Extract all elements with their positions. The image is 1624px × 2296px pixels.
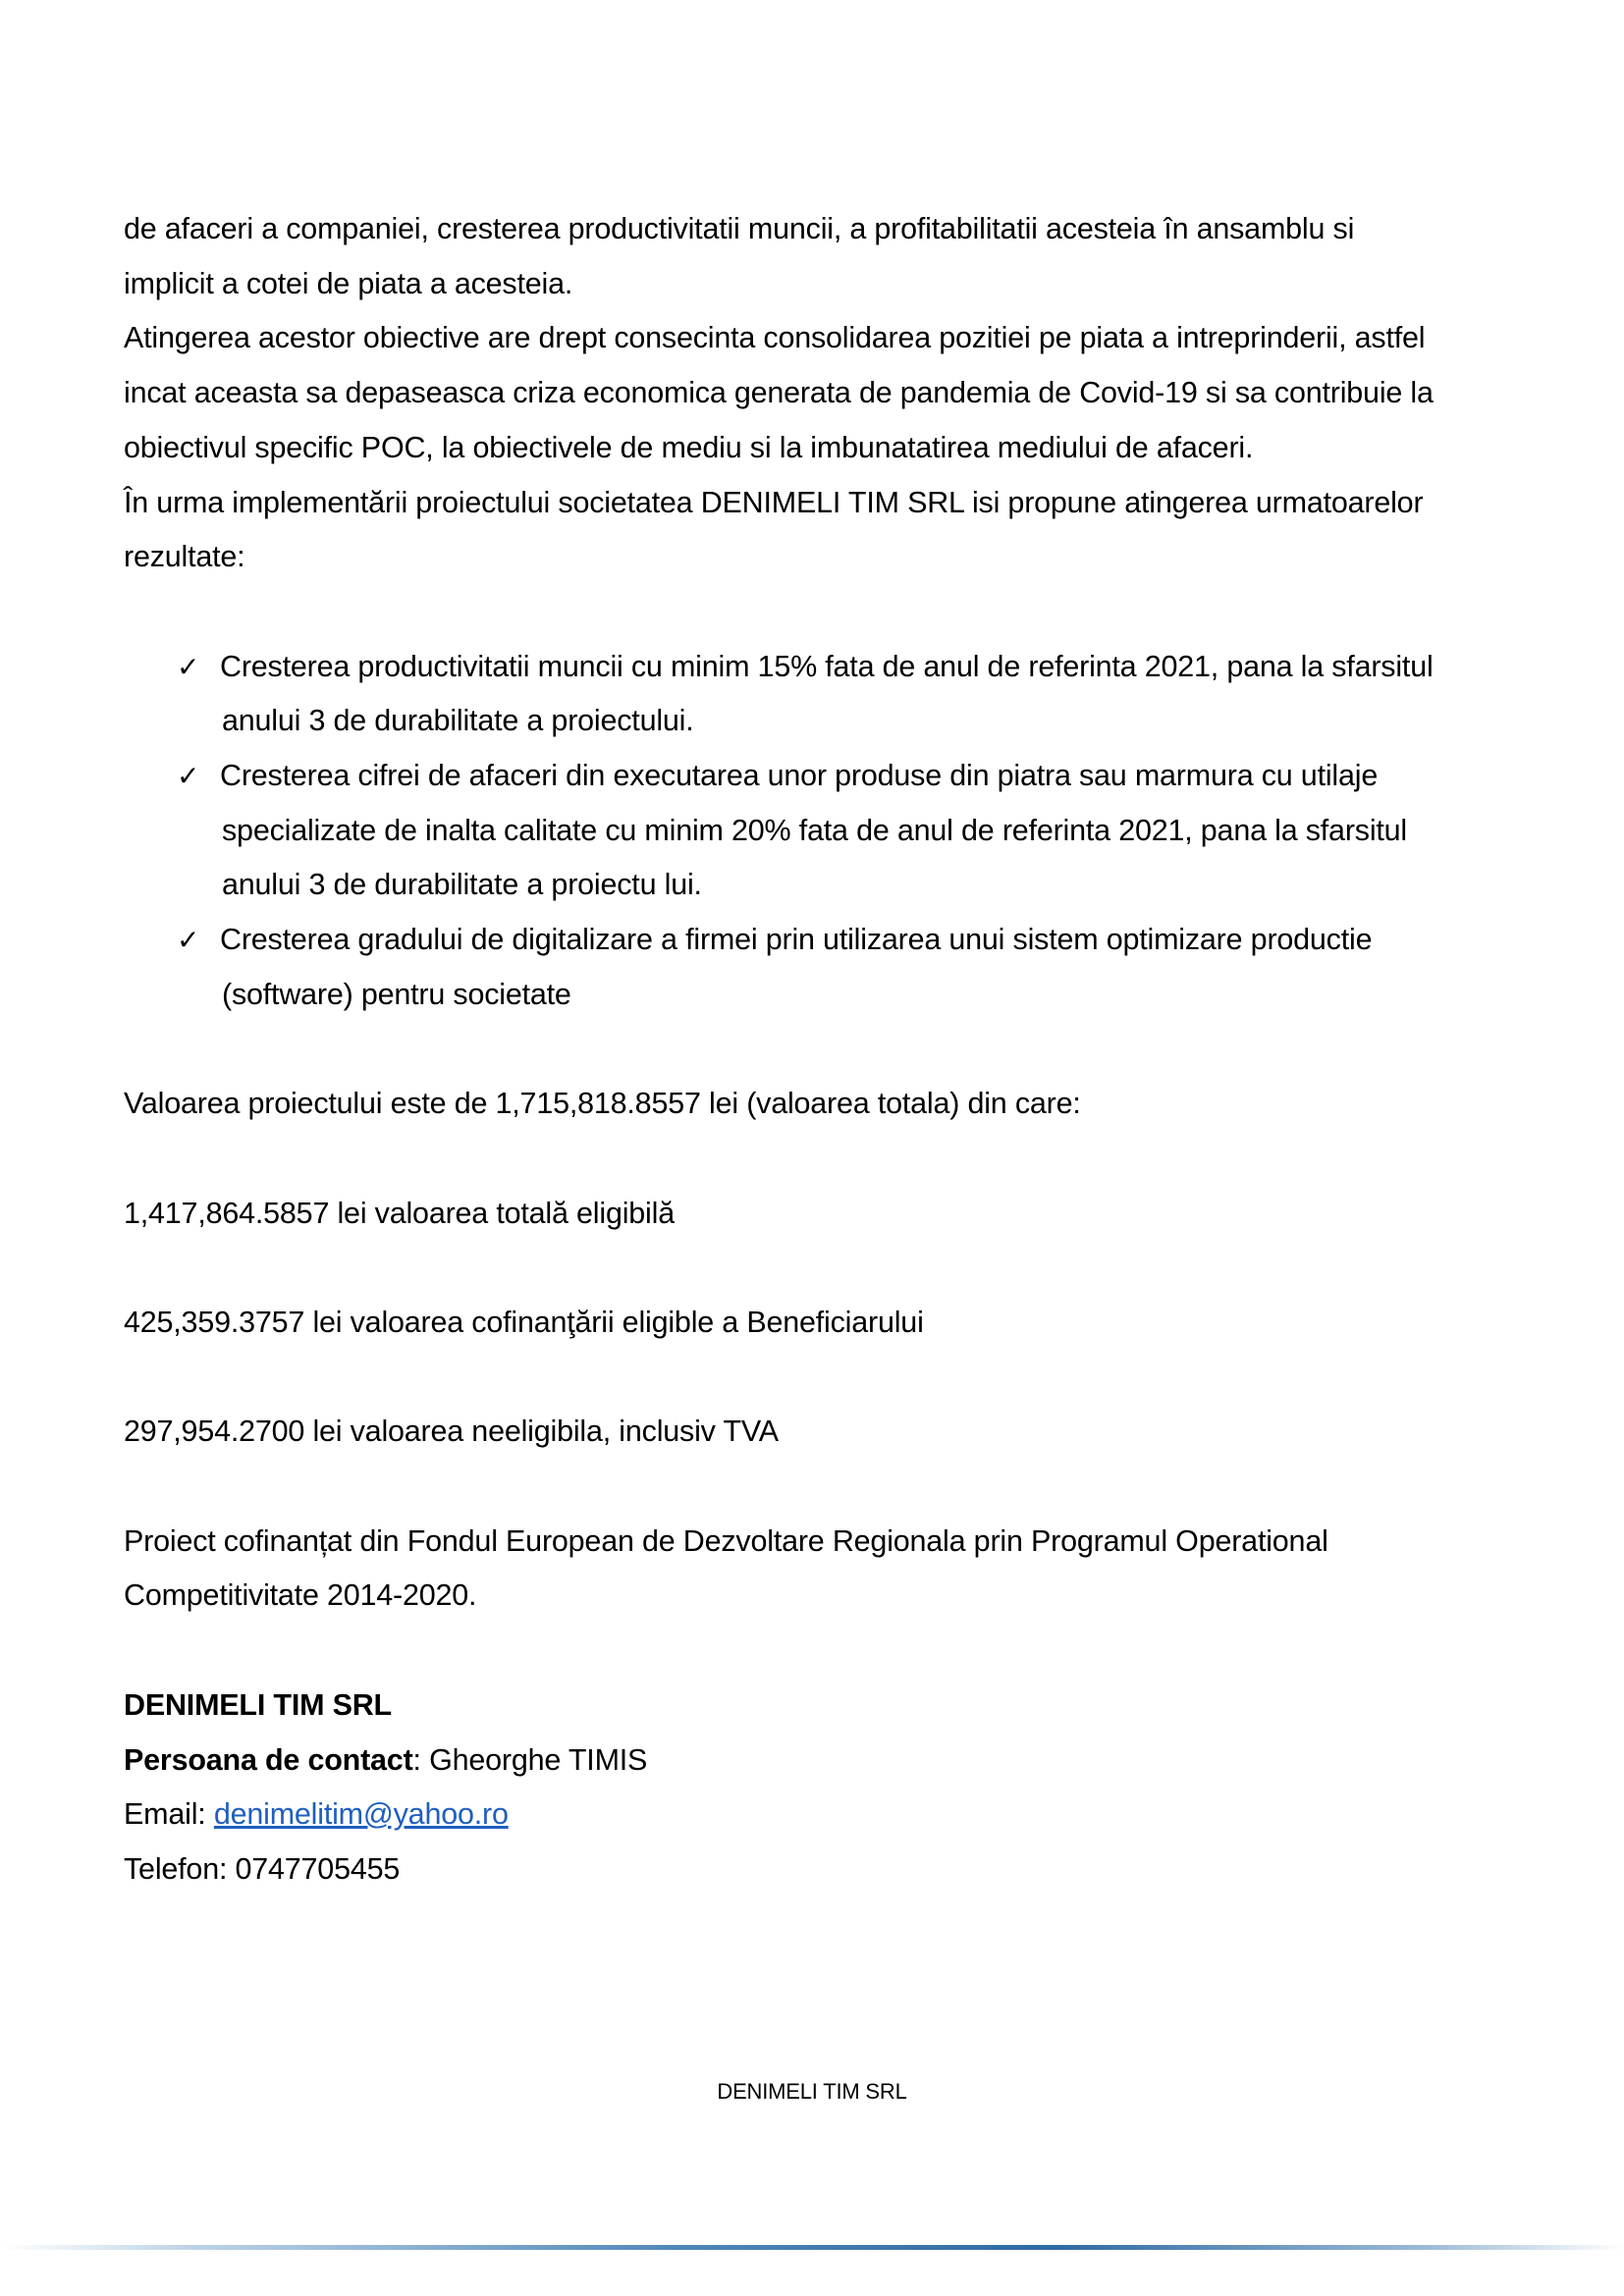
intro-line: de afaceri a companiei, cresterea productivitatii muncii, a profitabilitatii acesteia în ansamblu si (124, 212, 1355, 245)
funding-line: Proiect cofinanțat din Fondul European de Dezvoltare Regionala prin Programul Operational (124, 1523, 1328, 1558)
objectives-line: incat aceasta sa depaseasca criza economica generata de pandemia de Covid-19 si sa contribuie la (124, 376, 1434, 410)
objectives-line: obiectivul specific POC, la obiectivele de mediu si la imbunatatirea mediului de afaceri. (124, 430, 1254, 464)
result-text: specializate de inalta calitate cu minim 20% fata de anul de referinta 2021, pana la sfarsitul (222, 813, 1408, 847)
result-text: (software) pentru societate (222, 977, 571, 1011)
result-item (124, 749, 1538, 913)
phone-number: Telefon: 0747705455 (124, 1851, 401, 1886)
result-item (124, 913, 1538, 1022)
funding-line: Competitivitate 2014-2020. (124, 1578, 477, 1613)
email-label: Email: (124, 1797, 214, 1832)
contact-person-name: Gheorghe TIMIS (420, 1742, 648, 1777)
result-text: Cresterea productivitatii muncii cu minim 15% fata de anul de referinta 2021, pana la sfarsitul (220, 649, 1434, 683)
contact-person-separator: : (412, 1742, 421, 1777)
result-text: anului 3 de durabilitate a proiectului. (222, 704, 694, 738)
objectives-line: Atingerea acestor obiective are drept consecinta consolidarea pozitiei pe piata a intreprinderii, astfel (124, 321, 1426, 355)
check-icon: ✓ (177, 924, 200, 957)
project-value-eligible: 1,417,864.5857 lei valoarea totală eligibilă (124, 1196, 675, 1230)
intro-paragraph (124, 202, 1538, 585)
check-icon: ✓ (177, 760, 200, 793)
contact-block (124, 1679, 1538, 1897)
check-icon: ✓ (177, 650, 200, 683)
result-item (124, 640, 1538, 749)
results-intro-line: În urma implementării proiectului societatea DENIMELI TIM SRL isi propune atingerea urmatoarelor (124, 485, 1424, 519)
results-list (124, 640, 1538, 1023)
results-intro-line: rezultate: (124, 540, 245, 574)
email-link[interactable]: denimelitim@yahoo.ro (213, 1797, 509, 1832)
intro-line: implicit a cotei de piata a acesteia. (124, 266, 573, 300)
page-footer: DENIMELI TIM SRL (717, 2079, 907, 2104)
funding-statement (124, 1515, 1538, 1624)
result-text: Cresterea gradului de digitalizare a firmei prin utilizarea unui sistem optimizare productie (220, 923, 1373, 957)
project-value-cofinancing: 425,359.3757 lei valoarea cofinanţării eligible a Beneficiarului (124, 1306, 924, 1339)
project-value-total: Valoarea proiectului este de 1,715,818.8557 lei (valoarea totala) din care: (124, 1087, 1081, 1121)
result-text: Cresterea cifrei de afaceri din executarea unor produse din piatra sau marmura cu utilaje (220, 759, 1379, 793)
project-value-ineligible: 297,954.2700 lei valoarea neeligibila, inclusiv TVA (124, 1415, 779, 1449)
company-name: DENIMELI TIM SRL (124, 1687, 392, 1722)
contact-person-label: Persoana de contact (124, 1742, 413, 1777)
document-body (124, 202, 1538, 1897)
result-text: anului 3 de durabilitate a proiectu lui. (222, 868, 702, 902)
footer-divider (0, 2245, 1624, 2250)
